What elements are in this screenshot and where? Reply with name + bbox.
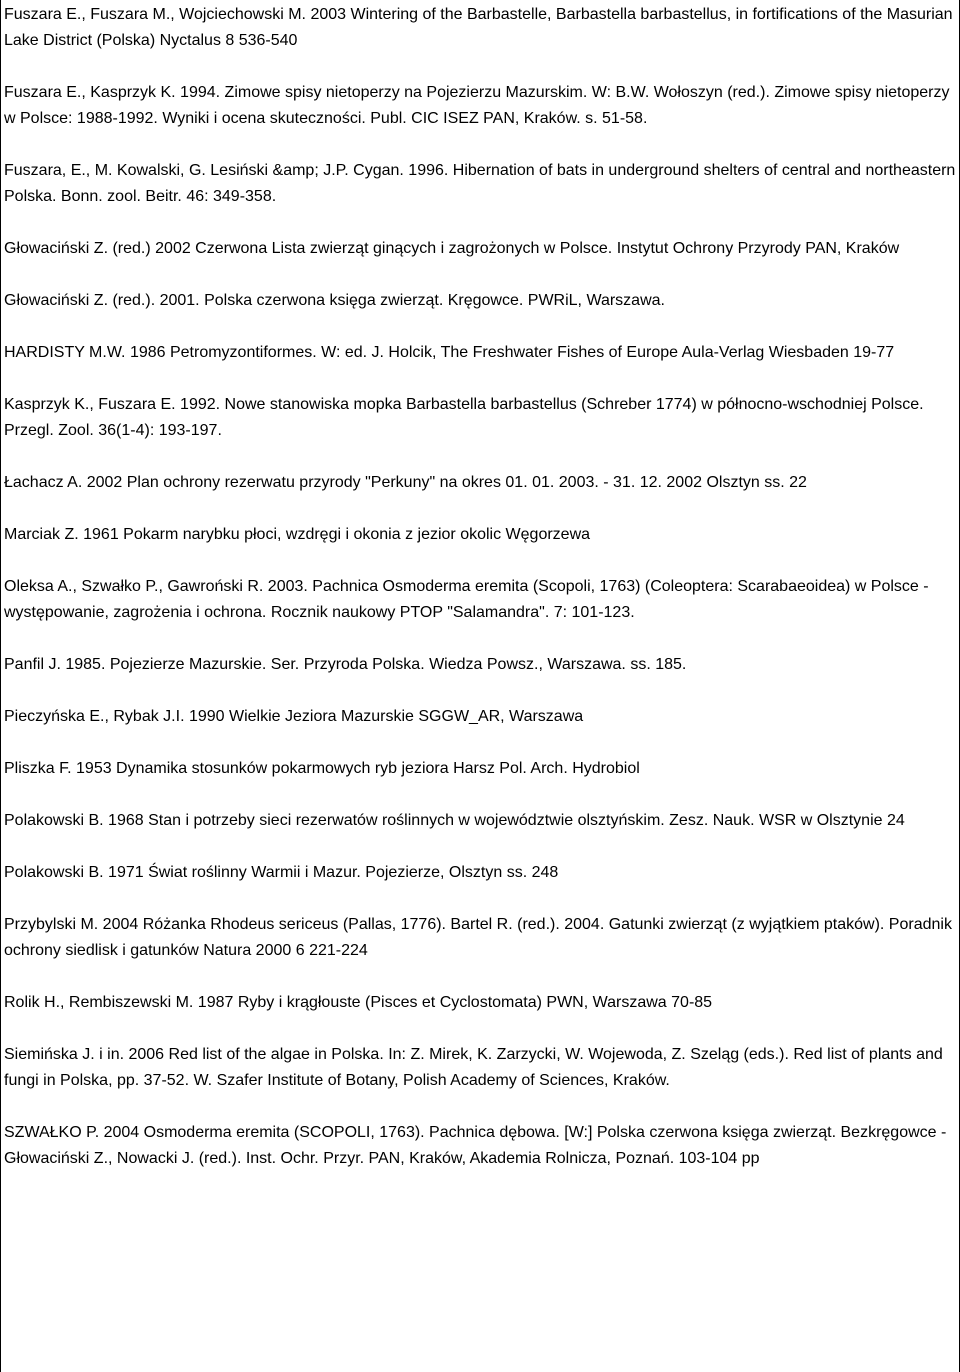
reference-entry: Fuszara, E., M. Kowalski, G. Lesiński &amp; J.P. Cygan. 1996. Hibernation of bats in underground shelters of central and northeastern Polska. Bonn. zool. Beitr. 46: 349-358. — [4, 162, 956, 205]
reference-entry: Siemińska J. i in. 2006 Red list of the algae in Polska. In: Z. Mirek, K. Zarzycki, W. Wojewoda, Z. Szeląg (eds.). Red list of plants and fungi in Polska, pp. 37-52. W. Szafer Institute of Botany, Polish Academy of Sciences, Kraków. — [4, 1046, 943, 1089]
reference-entry: Kasprzyk K., Fuszara E. 1992. Nowe stanowiska mopka Barbastella barbastellus (Schreber 1774) w północno-wschodniej Polsce. Przegl. Zool. 36(1-4): 193-197. — [4, 396, 924, 439]
reference-entry: Rolik H., Rembiszewski M. 1987 Ryby i krągłouste (Pisces et Cyclostomata) PWN, Warszawa 70-85 — [4, 994, 713, 1011]
reference-entry: Marciak Z. 1961 Pokarm narybku płoci, wzdręgi i okonia z jezior okolic Węgorzewa — [4, 526, 591, 543]
reference-entry: HARDISTY M.W. 1986 Petromyzontiformes. W: ed. J. Holcik, The Freshwater Fishes of Europe Aula-Verlag Wiesbaden 19-77 — [4, 344, 895, 361]
reference-entry: Polakowski B. 1968 Stan i potrzeby sieci rezerwatów roślinnych w województwie olsztyńskim. Zesz. Nauk. WSR w Olsztynie 24 — [4, 812, 905, 829]
reference-entry: Pliszka F. 1953 Dynamika stosunków pokarmowych ryb jeziora Harsz Pol. Arch. Hydrobiol — [4, 760, 640, 777]
reference-entry: SZWAŁKO P. 2004 Osmoderma eremita (SCOPOLI, 1763). Pachnica dębowa. [W:] Polska czerwona księga zwierząt. Bezkręgowce - Głowaciński Z., Nowacki J. (red.). Inst. Ochr. Przyr. PAN, Kraków, Akademia Rolnicza, Poznań. 103-104 pp — [4, 1124, 947, 1167]
reference-entry: Pieczyńska E., Rybak J.I. 1990 Wielkie Jeziora Mazurskie SGGW_AR, Warszawa — [4, 708, 584, 725]
reference-entry: Łachacz A. 2002 Plan ochrony rezerwatu przyrody "Perkuny" na okres 01. 01. 2003. - 31. 12. 2002 Olsztyn ss. 22 — [4, 474, 807, 491]
reference-list — [4, 2, 956, 1198]
reference-entry: Fuszara E., Kasprzyk K. 1994. Zimowe spisy nietoperzy na Pojezierzu Mazurskim. W: B.W. Wołoszyn (red.). Zimowe spisy nietoperzy w Polsce: 1988-1992. Wyniki i ocena skuteczności. Publ. CIC ISEZ PAN, Kraków. s. 51-58. — [4, 84, 950, 127]
reference-entry: Panfil J. 1985. Pojezierze Mazurskie. Ser. Przyroda Polska. Wiedza Powsz., Warszawa. ss. 185. — [4, 656, 687, 673]
reference-entry: Polakowski B. 1971 Świat roślinny Warmii i Mazur. Pojezierze, Olsztyn ss. 248 — [4, 864, 559, 881]
reference-entry: Głowaciński Z. (red.) 2002 Czerwona Lista zwierząt ginących i zagrożonych w Polsce. Instytut Ochrony Przyrody PAN, Kraków — [4, 240, 900, 257]
reference-entry: Głowaciński Z. (red.). 2001. Polska czerwona księga zwierząt. Kręgowce. PWRiL, Warszawa. — [4, 292, 665, 309]
reference-entry: Fuszara E., Fuszara M., Wojciechowski M. 2003 Wintering of the Barbastelle, Barbastella barbastellus, in fortifications of the Masurian Lake District (Polska) Nyctalus 8 536-540 — [4, 6, 953, 49]
reference-entry: Oleksa A., Szwałko P., Gawroński R. 2003. Pachnica Osmoderma eremita (Scopoli, 1763) (Coleoptera: Scarabaeoidea) w Polsce - występowanie, zagrożenia i ochrona. Rocznik naukowy PTOP "Salamandra". 7: 101-123. — [4, 578, 929, 621]
reference-entry: Przybylski M. 2004 Różanka Rhodeus sericeus (Pallas, 1776). Bartel R. (red.). 2004. Gatunki zwierząt (z wyjątkiem ptaków). Poradnik ochrony siedlisk i gatunków Natura 2000 6 221-224 — [4, 916, 952, 959]
